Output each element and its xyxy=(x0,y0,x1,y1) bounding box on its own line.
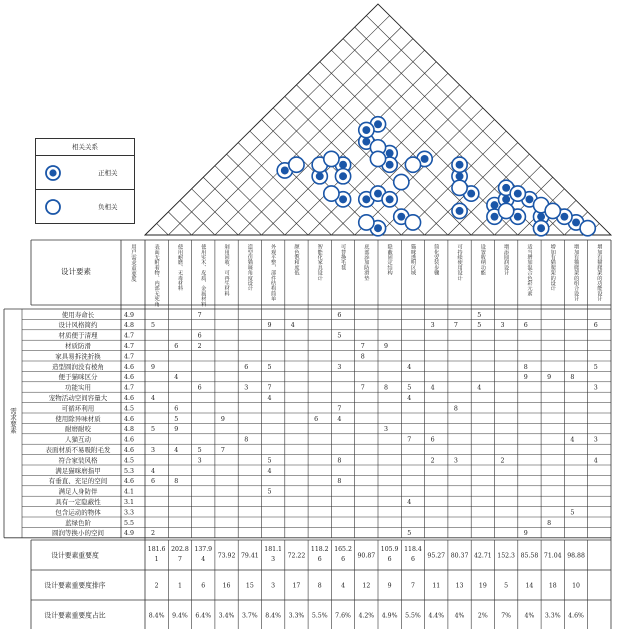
summary-value: 71.04 xyxy=(543,552,562,560)
column-header: 使用耐磨、无毒材料 xyxy=(176,244,183,291)
relationship-score: 2 xyxy=(197,343,202,350)
need-importance: 4.8 xyxy=(124,322,135,330)
relationship-score: 3 xyxy=(593,384,598,392)
summary-value: 2 xyxy=(154,582,159,590)
relationship-score: 4 xyxy=(267,395,272,402)
relationship-score: 5 xyxy=(477,311,482,319)
need-label: 符合家装风格 xyxy=(58,456,98,465)
summary-value: 4.4% xyxy=(428,612,445,620)
need-label: 造型圆润没有棱角 xyxy=(52,362,104,371)
column-header: 猫咪透明区域 xyxy=(409,244,416,276)
design-requirements-label: 设计要素 xyxy=(61,267,91,276)
summary-value: 202.8 xyxy=(171,546,189,553)
need-label: 使用除异味材质 xyxy=(55,414,101,423)
relationship-score: 6 xyxy=(174,343,179,350)
summary-value: 118.2 xyxy=(310,546,329,553)
summary-value-cont: 6 xyxy=(317,556,322,563)
summary-value-cont: 6 xyxy=(387,556,392,563)
relationship-score: 9 xyxy=(523,530,528,538)
relationship-score: 3 xyxy=(244,384,249,392)
summary-value: 15 xyxy=(245,582,254,590)
relationship-score: 5 xyxy=(151,426,156,434)
relationship-score: 4 xyxy=(174,447,179,454)
need-importance: 4.6 xyxy=(124,395,135,402)
need-importance: 4.9 xyxy=(124,530,135,538)
relationship-score: 4 xyxy=(174,374,179,382)
need-importance: 4.7 xyxy=(124,353,135,361)
summary-value: 4.9% xyxy=(381,612,398,620)
column-header: 增加有猫爬架的设计 xyxy=(549,244,556,291)
relationship-score: 2 xyxy=(500,457,505,465)
relationship-score: 5 xyxy=(337,332,342,340)
summary-value: 8 xyxy=(317,582,322,590)
need-importance: 4.7 xyxy=(124,332,135,340)
summary-value: 4.6% xyxy=(568,612,584,620)
relationship-score: 4 xyxy=(290,322,295,330)
need-label: 耐磨耐咬 xyxy=(65,425,91,434)
summary-value: 79.41 xyxy=(240,552,259,560)
relationship-score: 7 xyxy=(197,311,202,319)
column-header: 剁用回收、可再生材料 xyxy=(223,244,230,296)
relationship-score: 3 xyxy=(500,322,505,330)
need-importance: 4.6 xyxy=(124,447,135,454)
legend-negative-label: 负相关 xyxy=(98,203,118,211)
relationship-score: 3 xyxy=(151,447,156,454)
need-importance: 3.1 xyxy=(124,499,135,506)
summary-value: 98.88 xyxy=(567,552,585,560)
summary-value-cont: 1 xyxy=(154,556,159,563)
relationship-score: 8 xyxy=(453,405,458,413)
relationship-score: 8 xyxy=(360,353,365,361)
relationship-score: 3 xyxy=(430,322,435,330)
summary-value: 4 xyxy=(341,582,346,590)
summary-value: 8.4% xyxy=(148,612,165,620)
need-label: 设计风格简约 xyxy=(58,321,98,330)
relationship-score: 4 xyxy=(151,395,156,402)
summary-value: 10 xyxy=(572,582,580,590)
relationship-score: 2 xyxy=(151,530,156,538)
summary-value: 5 xyxy=(504,582,509,590)
column-header: 增加有猫爬架的组合设计 xyxy=(573,244,580,302)
need-label: 包含运动的物体 xyxy=(55,508,101,517)
relationship-score: 5 xyxy=(267,488,272,496)
relationship-score: 5 xyxy=(267,363,272,371)
need-label: 家具易拆洗折换 xyxy=(55,352,101,361)
legend-title: 相关关系 xyxy=(36,139,134,156)
relationship-score: 9 xyxy=(384,343,389,350)
summary-value: 4% xyxy=(454,612,465,620)
relationship-score: 8 xyxy=(384,384,389,392)
summary-value-cont: 6 xyxy=(341,556,346,563)
relationship-score: 8 xyxy=(547,519,552,527)
summary-value-cont: 4 xyxy=(201,556,206,563)
need-label: 人猫互动 xyxy=(65,435,91,444)
relationship-score: 3 xyxy=(337,363,342,371)
summary-label: 设计要素重要度排序 xyxy=(44,581,106,590)
need-label: 蓝绿色阶 xyxy=(65,518,91,527)
need-label: 材质防滑 xyxy=(65,342,91,350)
summary-value: 4.2% xyxy=(358,612,375,620)
relationship-score: 7 xyxy=(360,384,365,392)
relationship-score: 5 xyxy=(593,363,598,371)
need-importance: 4.6 xyxy=(124,478,135,486)
summary-value-cont: 3 xyxy=(271,556,276,563)
summary-value: 11 xyxy=(432,582,441,590)
need-importance: 4.6 xyxy=(124,436,135,444)
relationship-score: 8 xyxy=(337,457,342,465)
user-needs-label: 需求要素 xyxy=(9,407,17,434)
need-importance: 3.3 xyxy=(124,509,135,517)
summary-value: 73.92 xyxy=(217,552,236,560)
summary-value: 6.4% xyxy=(195,612,212,620)
summary-value: 181.1 xyxy=(264,546,283,553)
relationship-score: 8 xyxy=(244,436,249,444)
relationship-score: 4 xyxy=(570,436,575,444)
need-importance: 4.6 xyxy=(124,363,135,371)
relationship-score: 6 xyxy=(523,322,528,330)
relationship-score: 6 xyxy=(197,384,202,392)
relationship-score: 9 xyxy=(220,415,225,423)
summary-value: 7.6% xyxy=(335,612,351,620)
summary-value: 3.7% xyxy=(241,612,258,620)
relationship-score: 7 xyxy=(360,343,365,350)
need-label: 功能实用 xyxy=(65,383,91,392)
column-header: 增加有猫爬架的功能设计 xyxy=(596,244,603,302)
relationship-score: 5 xyxy=(477,322,482,330)
relationship-score: 7 xyxy=(220,447,225,454)
summary-value: 8.4% xyxy=(265,612,282,620)
relationship-score: 4 xyxy=(267,467,272,475)
summary-value: 3.3% xyxy=(544,612,561,620)
need-label: 宠物活动空间容量大 xyxy=(48,394,108,402)
relationship-score: 9 xyxy=(267,322,272,330)
summary-value: 14 xyxy=(525,582,534,590)
importance-column-header: 用户需求重要度 xyxy=(130,244,136,282)
column-header: 设置收纳功能 xyxy=(479,244,486,276)
column-header: 智能化家具设计 xyxy=(316,244,323,281)
summary-value: 12 xyxy=(362,582,371,590)
relationship-score: 7 xyxy=(453,322,458,330)
summary-label: 设计要素重要度占比 xyxy=(44,611,106,620)
relationship-score: 5 xyxy=(151,322,156,330)
relationship-score: 6 xyxy=(430,436,435,444)
relationship-score: 6 xyxy=(337,311,342,319)
column-header: 底部添加防滑垫 xyxy=(363,244,370,281)
summary-value: 16 xyxy=(222,582,231,590)
relationship-score: 2 xyxy=(430,457,435,465)
legend-positive-label: 正相关 xyxy=(98,169,118,177)
need-label: 表面材质不易吸附毛发 xyxy=(45,446,111,454)
relationship-score: 6 xyxy=(151,478,156,486)
relationship-score: 9 xyxy=(174,426,179,434)
summary-value: 152.3 xyxy=(497,552,516,560)
relationship-score: 6 xyxy=(174,405,179,413)
column-header: 增添圆润设计 xyxy=(503,244,510,276)
relationship-score: 5 xyxy=(197,447,202,454)
summary-value: 3.3% xyxy=(288,612,305,620)
summary-value: 5.5% xyxy=(311,612,328,620)
relationship-score: 6 xyxy=(197,332,202,340)
need-label: 使用寿命长 xyxy=(61,310,95,319)
summary-value: 1 xyxy=(177,582,182,590)
relationship-score: 5 xyxy=(267,457,272,465)
relationship-score: 4 xyxy=(151,467,156,475)
relationship-score: 7 xyxy=(337,405,342,413)
need-importance: 4.5 xyxy=(124,405,135,413)
summary-value: 118.4 xyxy=(404,546,422,553)
relationship-score: 3 xyxy=(593,436,598,444)
relationship-score: 5 xyxy=(407,384,412,392)
relationship-score: 5 xyxy=(407,530,412,538)
relationship-score: 3 xyxy=(197,457,202,465)
relationship-score: 7 xyxy=(267,384,272,392)
relationship-score: 8 xyxy=(570,374,575,382)
summary-value: 165.2 xyxy=(334,546,352,553)
summary-value-cont: 6 xyxy=(410,556,415,563)
summary-value: 17 xyxy=(292,582,301,590)
need-importance: 4.6 xyxy=(124,374,135,382)
summary-value: 7 xyxy=(410,582,415,590)
need-label: 便于猫咪区分 xyxy=(58,373,98,382)
summary-value: 80.37 xyxy=(450,552,469,560)
summary-value: 3.4% xyxy=(218,612,235,620)
relationship-score: 8 xyxy=(337,478,342,486)
summary-label: 设计要素重要度 xyxy=(51,551,99,560)
summary-value: 137.9 xyxy=(194,546,213,553)
column-header: 简化安装步骤 xyxy=(433,244,440,276)
summary-value-cont: 7 xyxy=(177,556,182,563)
relationship-score: 9 xyxy=(523,374,528,382)
relationship-score: 4 xyxy=(407,363,412,371)
need-label: 圆润等换小的空间 xyxy=(52,529,104,538)
summary-value: 2% xyxy=(477,612,488,620)
summary-value: 42.71 xyxy=(473,552,492,560)
summary-value: 72.22 xyxy=(287,552,306,560)
summary-value: 4% xyxy=(524,612,535,620)
column-header: 隐蔽固定结构 xyxy=(386,244,393,276)
relationship-score: 3 xyxy=(453,457,458,465)
relationship-score: 8 xyxy=(174,478,179,486)
summary-value: 85.58 xyxy=(520,552,539,560)
column-header: 造型仿猫咪角度设计 xyxy=(246,244,253,291)
need-label: 可循环利用 xyxy=(61,404,95,413)
need-importance: 4.7 xyxy=(124,384,135,392)
relationship-score: 9 xyxy=(547,374,552,382)
summary-value: 95.27 xyxy=(427,552,446,560)
summary-value: 3 xyxy=(271,582,276,590)
summary-value: 90.87 xyxy=(357,552,376,560)
need-importance: 5.3 xyxy=(124,467,135,475)
need-importance: 4.9 xyxy=(124,311,135,319)
relationship-score: 4 xyxy=(477,384,482,392)
column-header: 可持续使用设计 xyxy=(456,244,463,281)
summary-value: 19 xyxy=(478,582,487,590)
column-header: 外观平整，部件结构简单 xyxy=(270,244,277,302)
need-label: 有垂直、充足的空间 xyxy=(48,477,108,486)
relationship-score: 4 xyxy=(337,415,342,423)
relationship-score: 4 xyxy=(430,384,435,392)
column-header: 表面无附着物、内部无死角 xyxy=(153,244,160,307)
relationship-score: 6 xyxy=(314,415,319,423)
need-label: 满足人身防伴 xyxy=(58,487,98,496)
relationship-score: 3 xyxy=(384,426,389,434)
need-importance: 4.7 xyxy=(124,343,135,350)
column-header: 可替换毛毯 xyxy=(340,244,347,270)
relationship-score: 8 xyxy=(523,363,528,371)
relationship-score: 6 xyxy=(244,363,249,371)
relationship-score: 4 xyxy=(407,499,412,506)
need-importance: 4.8 xyxy=(124,426,135,434)
summary-value: 105.9 xyxy=(380,546,399,553)
summary-value: 13 xyxy=(455,582,464,590)
summary-value: 7% xyxy=(501,612,512,620)
summary-value: 6 xyxy=(201,582,206,590)
column-header: 颜色饱和度低 xyxy=(293,244,300,276)
need-importance: 4.6 xyxy=(124,415,135,423)
need-label: 材质便于清理 xyxy=(58,331,98,340)
relationship-score: 4 xyxy=(407,395,412,402)
need-label: 具有一定隐蔽性 xyxy=(55,498,101,506)
summary-value: 181.6 xyxy=(147,546,166,553)
relationship-score: 4 xyxy=(593,457,598,465)
summary-value: 9 xyxy=(387,582,392,590)
column-header: 使用实木、皮质、金属材料 xyxy=(200,244,207,307)
need-importance: 4.5 xyxy=(124,457,135,465)
summary-value: 9.4% xyxy=(172,612,188,620)
column-header: 适当增加混合色彩元素 xyxy=(526,244,533,296)
relationship-score: 7 xyxy=(407,436,412,444)
relationship-score: 5 xyxy=(174,415,179,423)
need-importance: 5.5 xyxy=(124,519,135,527)
relationship-score: 5 xyxy=(570,509,575,517)
summary-value: 18 xyxy=(548,582,557,590)
need-importance: 4.1 xyxy=(124,488,135,496)
need-label: 满足猫咪磨指甲 xyxy=(55,466,101,475)
relationship-score: 9 xyxy=(151,363,156,371)
summary-value: 5.5% xyxy=(405,612,421,620)
relationship-score: 6 xyxy=(593,322,598,330)
